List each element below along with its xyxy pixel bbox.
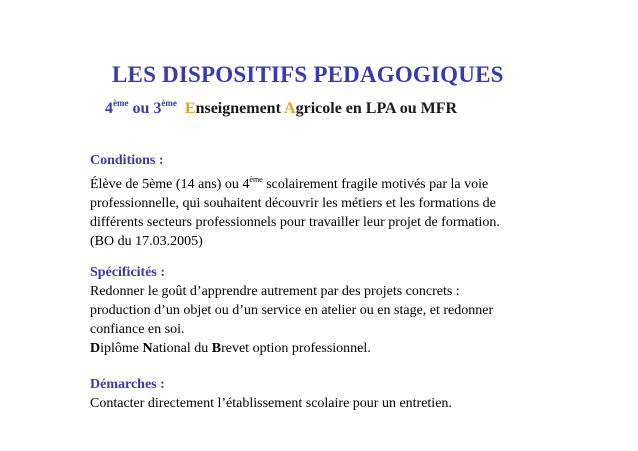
conditions-section xyxy=(90,151,500,251)
page-title: LES DISPOSITIFS PEDAGOGIQUES xyxy=(112,62,504,87)
diploma-line: Diplôme National du Brevet option professionnel. xyxy=(90,341,371,356)
conditions-line-2: professionnelle, qui souhaitent découvrir les métiers et les formations de xyxy=(90,196,496,211)
level-3: 3ème xyxy=(153,98,177,117)
enseignement-word: Enseignement xyxy=(184,100,281,117)
page-subtitle xyxy=(105,98,457,118)
specificites-section xyxy=(90,263,493,358)
demarches-line-1: Contacter directement l’établissement scolaire pour un entretien. xyxy=(90,396,452,411)
conditions-line-3: différents secteurs professionnels pour travailler leur projet de formation. xyxy=(90,215,500,230)
demarches-title: Démarches : xyxy=(90,377,165,392)
demarches-section xyxy=(90,375,452,413)
specificites-title: Spécificités : xyxy=(90,265,166,280)
specificites-line-3: confiance en soi. xyxy=(90,322,185,337)
subtitle-connector: ou xyxy=(132,100,150,117)
conditions-line-4: (BO du 17.03.2005) xyxy=(90,234,203,249)
level-4: 4ème xyxy=(105,98,129,117)
agricole-phrase: Agricole en LPA ou MFR xyxy=(284,100,458,117)
conditions-line-1: Élève de 5ème (14 ans) ou 4ème scolairement fragile motivés par la voie xyxy=(90,175,489,192)
conditions-title: Conditions : xyxy=(90,153,164,168)
specificites-line-1: Redonner le goût d’apprendre autrement par des projets concrets : xyxy=(90,284,460,299)
specificites-line-2: production d’un objet ou d’un service en atelier ou en stage, et redonner xyxy=(90,303,494,318)
